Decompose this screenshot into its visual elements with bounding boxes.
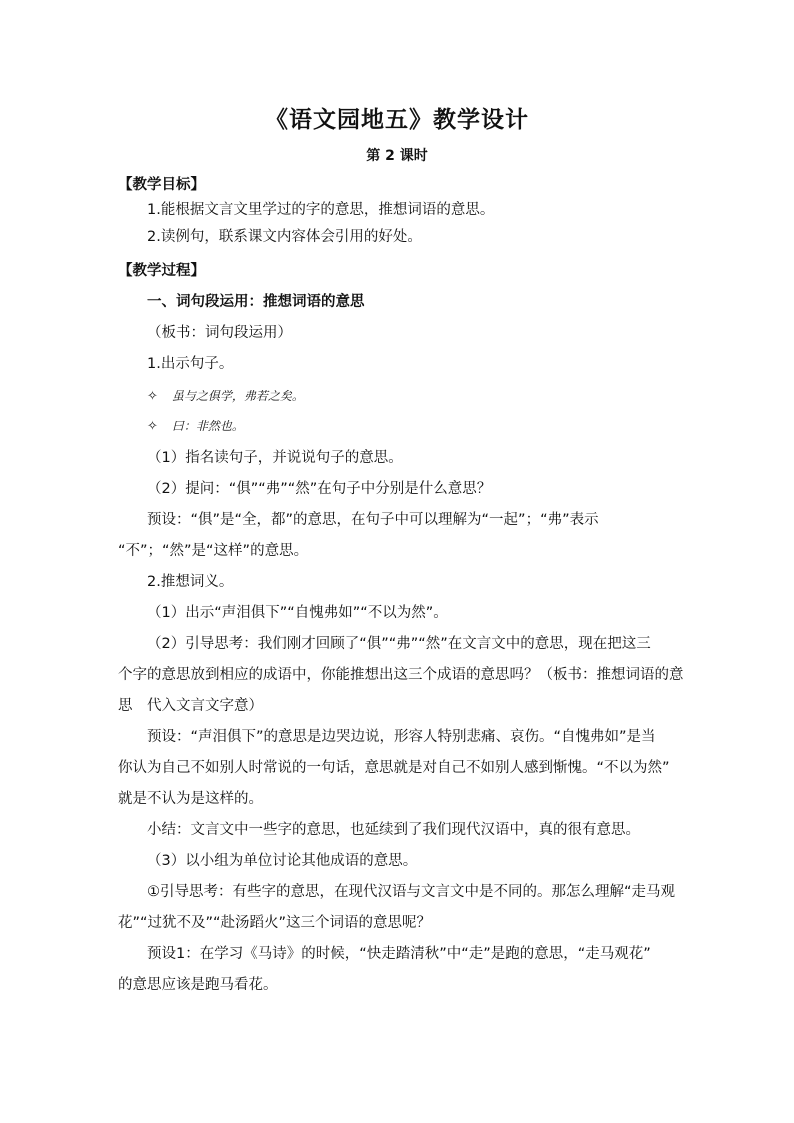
paragraph: （板书：词句段运用） bbox=[147, 325, 292, 341]
section-heading-process: 【教学过程】 bbox=[118, 263, 205, 279]
quote-item bbox=[147, 386, 304, 407]
paragraph: 的意思应该是跑马看花。 bbox=[118, 977, 278, 993]
paragraph: 预设：“声泪俱下”的意思是边哭边说，形容人特别悲痛、哀伤。“自愧弗如”是当 bbox=[147, 729, 656, 745]
goal-item: 2.读例句，联系课文内容体会引用的好处。 bbox=[147, 229, 422, 245]
paragraph: （3）以小组为单位讨论其他成语的意思。 bbox=[147, 853, 418, 869]
paragraph: 就是不认为是这样的。 bbox=[118, 791, 263, 807]
paragraph: （2）提问：“俱”“弗”“然”在句子中分别是什么意思？ bbox=[147, 481, 492, 497]
paragraph: 预设1：在学习《马诗》的时候，“快走踏清秋”中“走”是跑的意思，“走马观花” bbox=[147, 946, 651, 962]
quote-item bbox=[147, 416, 244, 437]
paragraph: “不”；“然”是“这样”的意思。 bbox=[118, 543, 309, 559]
diamond-bullet-icon: ✧ bbox=[147, 389, 158, 404]
paragraph: 花”“过犹不及”“赴汤蹈火”这三个词语的意思呢？ bbox=[118, 915, 432, 931]
paragraph: （1）指名读句子，并说说句子的意思。 bbox=[147, 450, 403, 466]
paragraph: 1.出示句子。 bbox=[147, 356, 234, 372]
paragraph: 预设：“俱”是“全，都”的意思，在句子中可以理解为“一起”；“弗”表示 bbox=[147, 512, 599, 528]
diamond-bullet-icon: ✧ bbox=[147, 419, 158, 434]
document-subtitle: 第 2 课时 bbox=[366, 148, 428, 164]
part-heading: 一、词句段运用：推想词语的意思 bbox=[147, 294, 365, 310]
paragraph: 2.推想词义。 bbox=[147, 574, 234, 590]
paragraph: 个字的意思放到相应的成语中，你能推想出这三个成语的意思吗？（板书：推想词语的意 bbox=[118, 667, 684, 683]
document-title: 《语文园地五》教学设计 bbox=[265, 106, 529, 133]
goal-item: 1.能根据文言文里学过的字的意思，推想词语的意思。 bbox=[147, 202, 495, 218]
paragraph: 小结：文言文中一些字的意思，也延续到了我们现代汉语中，真的很有意思。 bbox=[147, 822, 640, 838]
quote-text: 曰：非然也。 bbox=[171, 419, 244, 433]
section-heading-goals: 【教学目标】 bbox=[118, 177, 205, 193]
paragraph: （1）出示“声泪俱下”“自愧弗如”“不以为然”。 bbox=[147, 605, 448, 621]
quote-text: 虽与之俱学，弗若之矣。 bbox=[171, 389, 304, 403]
paragraph: 你认为自己不如别人时常说的一句话，意思就是对自己不如别人感到惭愧。“不以为然” bbox=[118, 760, 670, 776]
paragraph: ①引导思考：有些字的意思，在现代汉语与文言文中是不同的。那怎么理解“走马观 bbox=[147, 884, 676, 900]
paragraph: （2）引导思考：我们刚才回顾了“俱”“弗”“然”在文言文中的意思，现在把这三 bbox=[147, 636, 651, 652]
paragraph: 思 代入文言文字意） bbox=[118, 698, 263, 714]
